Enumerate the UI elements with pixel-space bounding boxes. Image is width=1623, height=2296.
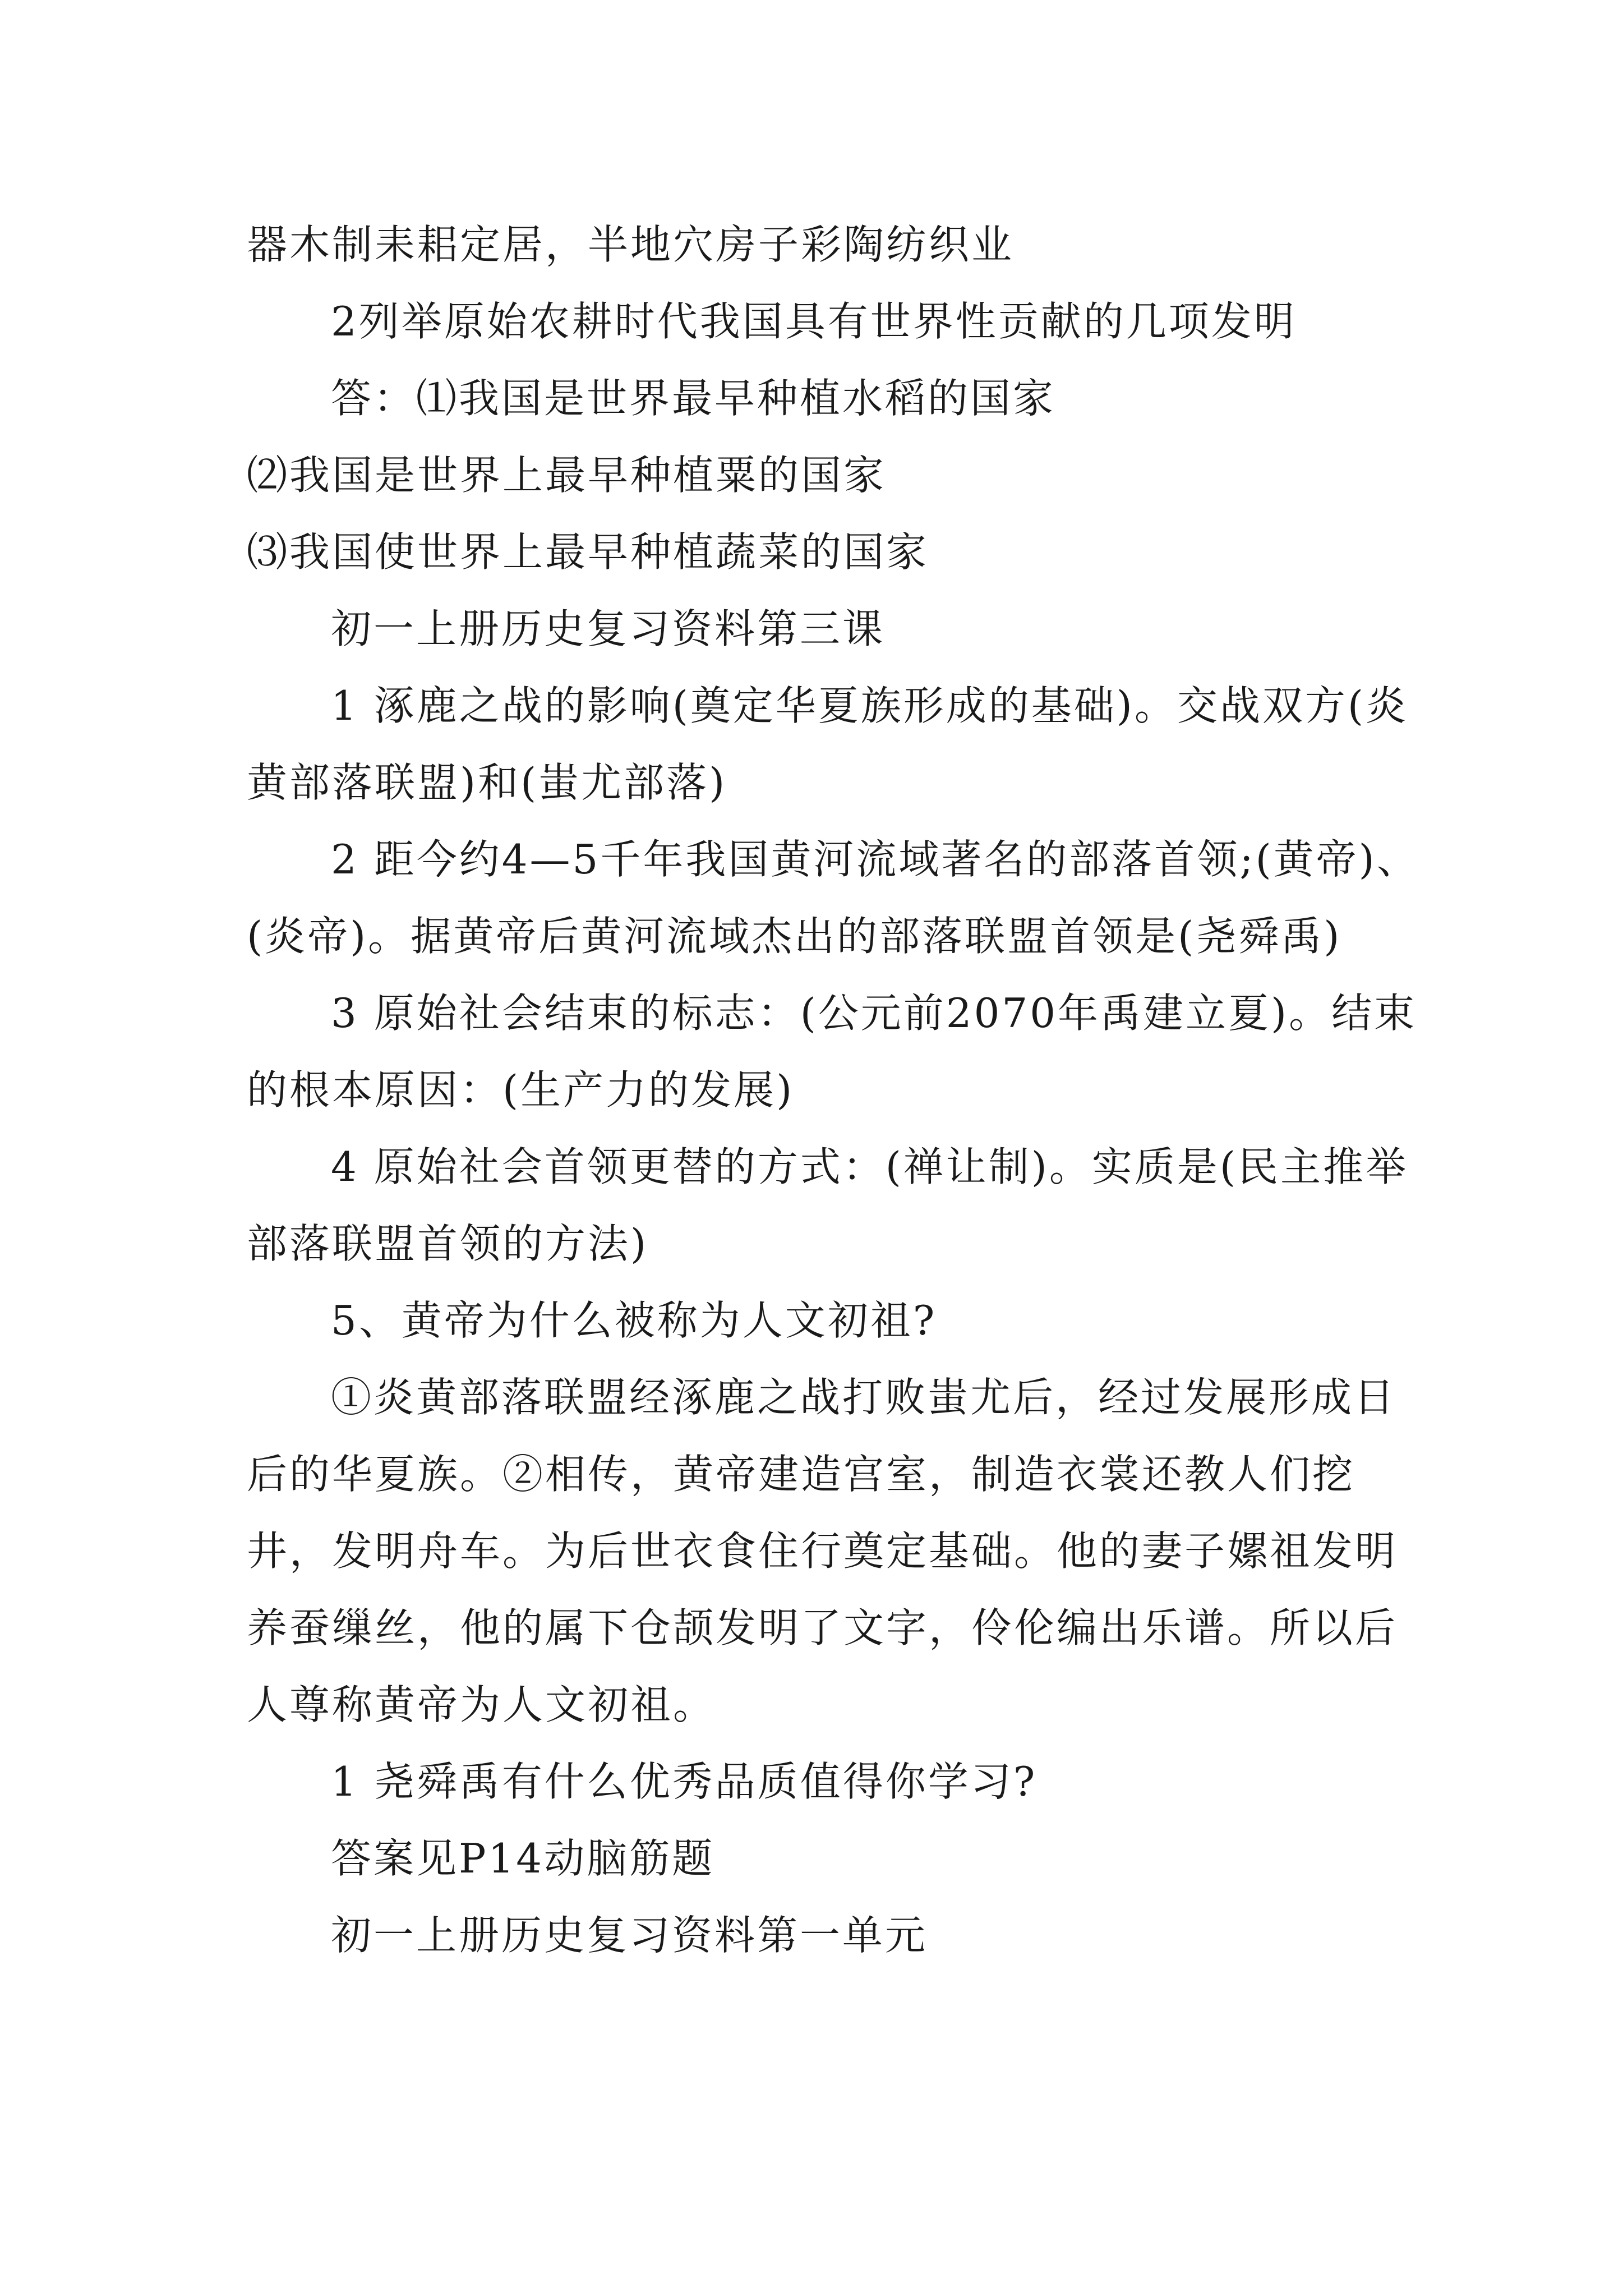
answer-vegetables: ⑶我国使世界上最早种植蔬菜的国家 xyxy=(247,528,929,576)
item-tribal-leaders: 2 距今约4—5千年我国黄河流域著名的部落首领;(黄帝)、(炎帝)。据黄帝后黄河流域杰出的部落联盟首领是(尧舜禹) xyxy=(247,836,1419,960)
question-inventions: 2列举原始农耕时代我国具有世界性贡献的几项发明 xyxy=(331,298,1297,345)
paragraph-continued-list: 器木制耒耜定居，半地穴房子彩陶纺织业 xyxy=(247,221,1015,268)
question-huangdi: 5、黄帝为什么被称为人文初祖? xyxy=(331,1297,937,1344)
document-body xyxy=(247,206,1424,1974)
answer-millet: ⑵我国是世界上最早种植粟的国家 xyxy=(247,452,887,499)
question-yao-shun-yu: 1 尧舜禹有什么优秀品质值得你学习? xyxy=(331,1758,1038,1805)
answer-rice: 答：⑴我国是世界最早种植水稻的国家 xyxy=(331,375,1056,422)
section-heading-lesson-3: 初一上册历史复习资料第三课 xyxy=(331,605,886,652)
item-abdication-system: 4 原始社会首领更替的方式：(禅让制)。实质是(民主推举部落联盟首领的方法) xyxy=(247,1143,1408,1267)
item-zhuolu-battle: 1 涿鹿之战的影响(奠定华夏族形成的基础)。交战双方(炎黄部落联盟)和(蚩尤部落) xyxy=(247,682,1408,806)
answer-huangdi: ①炎黄部落联盟经涿鹿之战打败蚩尤后，经过发展形成日后的华夏族。②相传，黄帝建造宫室，制造衣裳还教人们挖井，发明舟车。为后世衣食住行奠定基础。他的妻子嫘祖发明养蚕缫丝，他的属下仓颉发明了文字，伶伦编出乐谱。所以后人尊称黄帝为人文初祖。 xyxy=(247,1374,1398,1728)
item-end-of-primitive-society: 3 原始社会结束的标志：(公元前2070年禹建立夏)。结束的根本原因：(生产力的发展) xyxy=(247,990,1417,1114)
answer-reference: 答案见P14动脑筋题 xyxy=(331,1835,715,1882)
section-heading-unit-1: 初一上册历史复习资料第一单元 xyxy=(331,1912,928,1959)
